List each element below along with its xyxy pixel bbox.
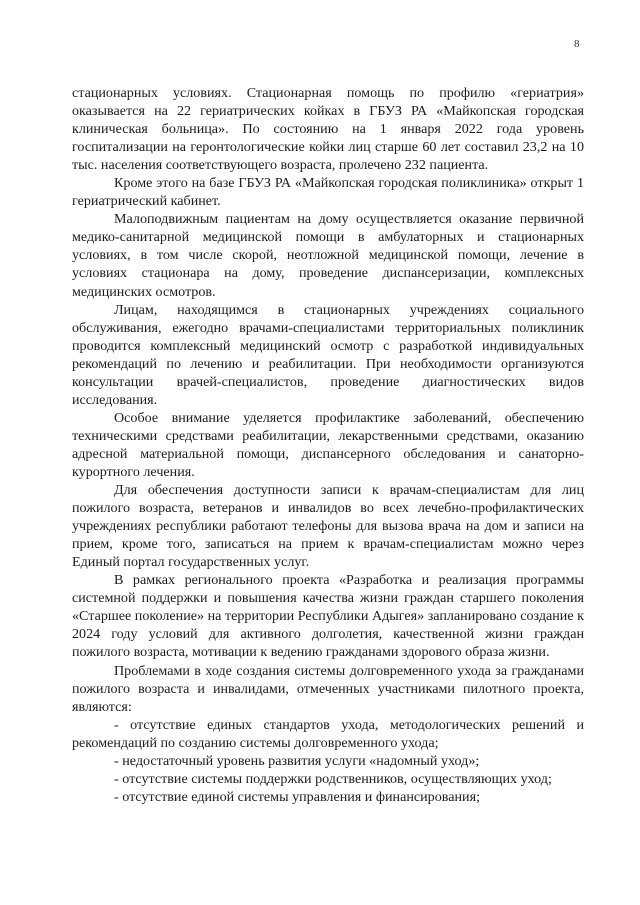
paragraph-geriatric-office: Кроме этого на базе ГБУЗ РА «Майкопская городская поликлиника» открыт 1 гериатрический кабинет. [72,175,584,210]
list-item-home-care-service: - недостаточный уровень развития услуги «надомный уход»; [114,752,480,769]
paragraph-hospital-care: стационарных условиях. Стационарная помощь по профилю «гериатрия» оказывается на 22 гериатрических койках в ГБУЗ РА «Майкопская городская клиническая больница». По состоянию на 1 января 2022 года уровень госпитализации на геронтологические койки лиц старше 60 лет составил 23,2 на 10 тыс. населения соответствующего возраста, пролечено 232 пациента. [72,85,584,174]
list-item-standards: - отсутствие единых стандартов ухода, методологических решений и рекомендаций по созданию системы долговременного ухода; [72,716,584,751]
paragraph-social-institutions: Лицам, находящимся в стационарных учреждениях социального обслуживания, ежегодно врачами-специалистами территориальных поликлиник проводится комплексный медицинский осмотр с разработкой индивидуальных рекомендаций по лечению и реабилитации. При необходимости организуются консультации врачей-специалистов, проведение диагностических видов исследования. [72,301,584,408]
paragraph-home-care: Малоподвижным пациентам на дому осуществляется оказание первичной медико-санитарной медицинской помощи в амбулаторных и стационарных условиях, в том числе скорой, неотложной медицинской помощи, лечение в условиях стационара на дому, проведение диспансеризации, комплексных медицинских осмотров. [72,211,584,300]
paragraph-appointment-access: Для обеспечения доступности записи к врачам-специалистам для лиц пожилого возраста, ветеранов и инвалидов во всех лечебно-профилактических учреждениях республики работают телефоны для вызова врача на дом и записи на прием, кроме того, записаться на прием к врачам-специалистам можно через Единый портал государственных услуг. [72,482,584,571]
list-item-relatives-support: - отсутствие системы поддержки родственников, осуществляющих уход; [114,770,552,787]
paragraph-prevention: Особое внимание уделяется профилактике заболеваний, обеспечению техническими средствами реабилитации, лекарственными средствами, оказанию адресной материальной помощи, диспансерного обследования и санаторно-курортного лечения. [72,409,584,480]
document-body [72,84,584,806]
list-item-management-financing: - отсутствие единой системы управления и финансирования; [114,788,480,805]
paragraph-problems-intro: Проблемами в ходе создания системы долговременного ухода за гражданами пожилого возраста и инвалидами, отмеченных участниками пилотного проекта, являются: [72,662,584,715]
page-number: 8 [574,38,580,50]
paragraph-regional-project: В рамках регионального проекта «Разработка и реализация программы системной поддержки и повышения качества жизни граждан старшего поколения «Старшее поколение» на территории Республики Адыгея» запланировано создание к 2024 году условий для активного долголетия, качественной жизни граждан пожилого возраста, мотивации к ведению гражданами здорового образа жизни. [72,572,584,661]
